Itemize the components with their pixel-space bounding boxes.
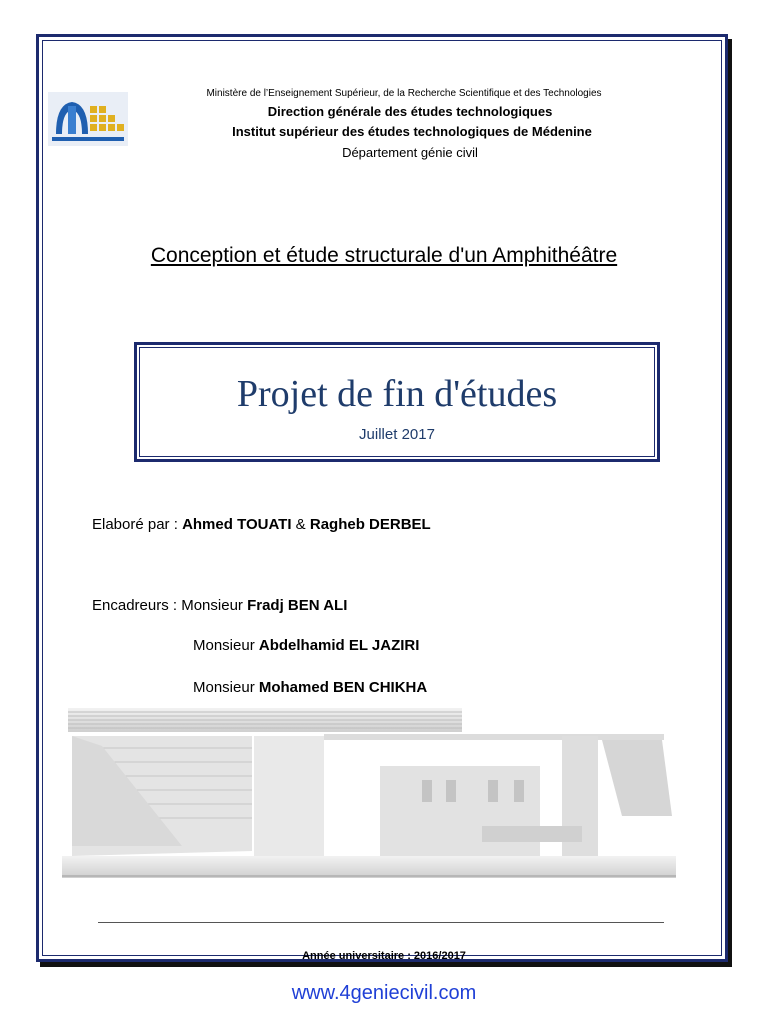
authors-separator: &: [291, 516, 310, 533]
document-title: Projet de fin d'études: [236, 373, 558, 415]
footer-rule: [98, 922, 664, 923]
website-watermark: www.4geniecivil.com: [291, 982, 477, 1004]
institute-line: Institut supérieur des études technologiques de Médenine: [232, 124, 592, 139]
author-2: Ragheb DERBEL: [309, 516, 431, 533]
ministry-line: Ministère de l’Enseignement Supérieur, de la Recherche Scientifique et des Technologies: [206, 88, 602, 99]
supervisor-name: Mohamed BEN CHIKHA: [258, 679, 428, 696]
authors-label: Elaboré par :: [92, 516, 183, 533]
authors-line: [92, 516, 431, 533]
building-illustration: [62, 706, 676, 878]
supervisors-label: Encadreurs :: [92, 597, 182, 614]
supervisor-line-3: [193, 679, 427, 696]
direction-line: Direction générale des études technologiques: [267, 104, 553, 119]
project-subject: Conception et étude structurale d'un Amphithéâtre: [150, 244, 618, 267]
author-1: Ahmed TOUATI: [182, 516, 292, 533]
supervisor-prefix: Monsieur: [193, 679, 259, 696]
department-line: Département génie civil: [342, 145, 478, 160]
supervisor-line-1: [92, 597, 347, 614]
supervisor-line-2: [193, 637, 419, 654]
document-date: Juillet 2017: [359, 426, 435, 443]
supervisor-name: Fradj BEN ALI: [247, 597, 348, 614]
academic-year: Année universitaire : 2016/2017: [302, 950, 466, 962]
supervisor-prefix: Monsieur: [193, 637, 259, 654]
supervisor-prefix: Monsieur: [181, 597, 248, 614]
supervisor-name: Abdelhamid EL JAZIRI: [258, 637, 420, 654]
